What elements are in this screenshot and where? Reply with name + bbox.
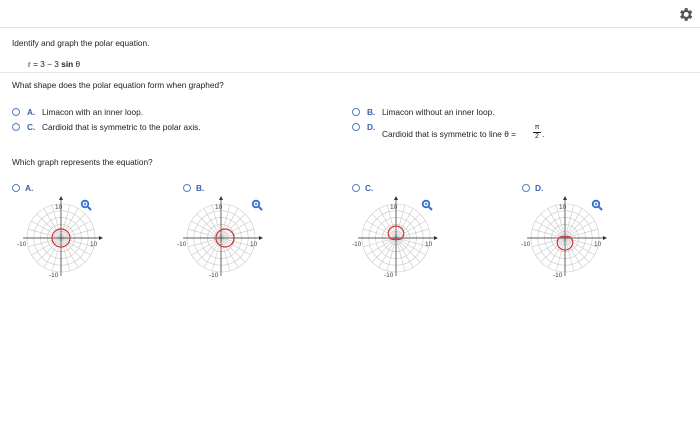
radio-graph-b[interactable] bbox=[183, 184, 191, 192]
gear-icon[interactable] bbox=[677, 6, 694, 23]
axis-label-top: 10 bbox=[55, 204, 63, 211]
polar-graph-c[interactable] bbox=[351, 193, 441, 283]
polar-graph-b[interactable] bbox=[176, 193, 266, 283]
radio-option-a[interactable] bbox=[12, 108, 20, 116]
axis-label-bottom: -10 bbox=[209, 272, 219, 279]
option-b-label: Limacon without an inner loop. bbox=[382, 107, 495, 117]
y-axis-arrow bbox=[394, 196, 398, 200]
x-axis-arrow bbox=[99, 236, 103, 240]
axis-label-bottom: -10 bbox=[49, 272, 59, 279]
graph-c-letter: C. bbox=[365, 183, 374, 193]
equation-var: θ bbox=[75, 59, 81, 69]
x-axis-arrow bbox=[434, 236, 438, 240]
polar-graph-a[interactable] bbox=[16, 193, 106, 283]
axis-label-left: -10 bbox=[17, 241, 27, 248]
radio-graph-d[interactable] bbox=[522, 184, 530, 192]
fraction-denominator: 2 bbox=[535, 133, 539, 140]
top-bar bbox=[0, 0, 700, 28]
radio-graph-c[interactable] bbox=[352, 184, 360, 192]
x-axis-arrow bbox=[259, 236, 263, 240]
part2-prompt: Which graph represents the equation? bbox=[12, 157, 153, 167]
equation-lhs: r = 3 − 3 bbox=[28, 59, 62, 69]
axis-label-right: 10 bbox=[594, 241, 602, 248]
option-d-fraction bbox=[533, 124, 541, 141]
axis-label-top: 10 bbox=[215, 204, 223, 211]
option-c-label: Cardioid that is symmetric to the polar axis. bbox=[42, 122, 201, 132]
y-axis-arrow bbox=[563, 196, 567, 200]
graph-b-letter: B. bbox=[196, 183, 205, 193]
radio-option-d[interactable] bbox=[352, 123, 360, 131]
axis-label-top: 10 bbox=[390, 204, 398, 211]
option-b-letter: B. bbox=[367, 107, 376, 117]
x-axis-arrow bbox=[603, 236, 607, 240]
option-d-label: Cardioid that is symmetric to line θ = bbox=[382, 129, 516, 139]
axis-label-right: 10 bbox=[250, 241, 258, 248]
equation-fn: sin bbox=[61, 59, 74, 69]
axis-label-bottom: -10 bbox=[384, 272, 394, 279]
section-divider bbox=[0, 72, 700, 73]
option-d-letter: D. bbox=[367, 122, 376, 132]
axis-label-top: 10 bbox=[559, 204, 567, 211]
option-a-label: Limacon with an inner loop. bbox=[42, 107, 144, 117]
radio-option-c[interactable] bbox=[12, 123, 20, 131]
axis-label-left: -10 bbox=[521, 241, 531, 248]
y-axis-arrow bbox=[59, 196, 63, 200]
graph-a-letter: A. bbox=[25, 183, 34, 193]
question-prompt: Identify and graph the polar equation. bbox=[12, 38, 150, 48]
axis-label-right: 10 bbox=[90, 241, 98, 248]
graph-d-letter: D. bbox=[535, 183, 544, 193]
option-d-suffix: . bbox=[542, 129, 545, 139]
option-c-letter: C. bbox=[27, 122, 36, 132]
radio-graph-a[interactable] bbox=[12, 184, 20, 192]
axis-label-right: 10 bbox=[425, 241, 433, 248]
axis-label-left: -10 bbox=[352, 241, 362, 248]
fraction-numerator: π bbox=[534, 124, 540, 131]
polar-graph-d[interactable] bbox=[520, 193, 610, 283]
radio-option-b[interactable] bbox=[352, 108, 360, 116]
part1-prompt: What shape does the polar equation form when graphed? bbox=[12, 80, 224, 90]
y-axis-arrow bbox=[219, 196, 223, 200]
axis-label-left: -10 bbox=[177, 241, 187, 248]
option-a-letter: A. bbox=[27, 107, 36, 117]
polar-equation bbox=[28, 59, 80, 69]
axis-label-bottom: -10 bbox=[553, 272, 563, 279]
